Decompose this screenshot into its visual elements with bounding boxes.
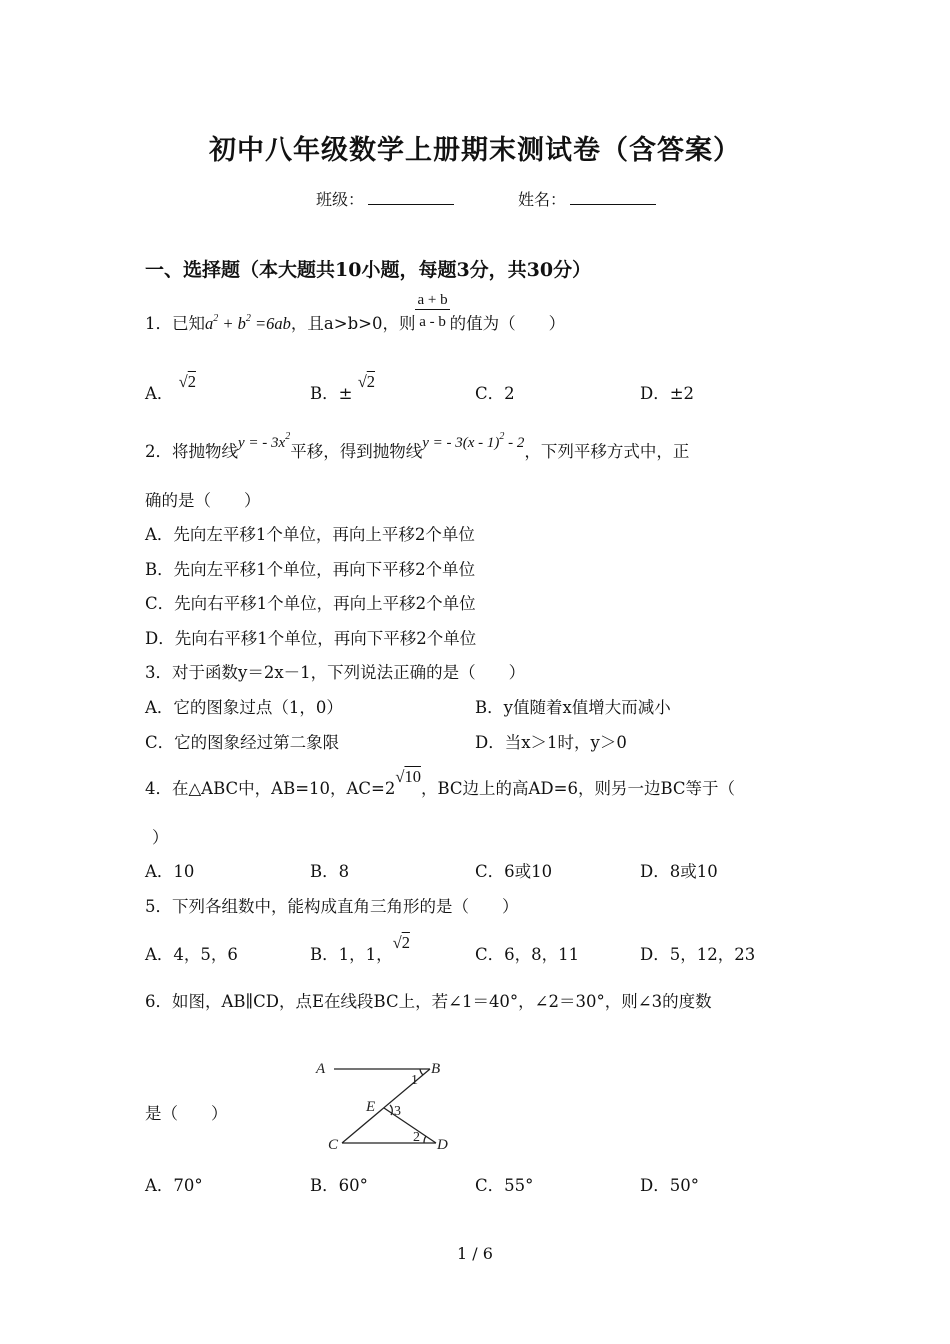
q1-expr: $a^2 + b^2 =6ab$ [205,313,291,333]
sqrt-symbol: √10 [395,767,421,786]
q2-option-b: B．先向左平移1个单位，再向下平移2个单位 [145,560,476,579]
label-d: D [437,1137,448,1153]
angle-1-arc [420,1069,423,1075]
q5-option-d: D．5，12，23 [640,945,756,964]
sqrt-symbol: √2 [357,372,376,391]
q4-option-d: D．8或10 [640,862,718,881]
label-angle-3: 3 [394,1104,401,1119]
q6-option-a: A．70° [145,1176,203,1195]
label-c: C [328,1137,339,1153]
q2-option-c: C．先向右平移1个单位，再向上平移2个单位 [145,594,476,613]
page-title: 初中八年级数学上册期末测试卷（含答案） [209,135,741,166]
q5-option-c: C．6，8，11 [475,945,580,964]
name-blank [570,190,656,205]
angle-2-arc [424,1136,426,1143]
name-field [518,187,656,210]
label-a: A [316,1061,326,1077]
question-5: 5．下列各组数中，能构成直角三角形的是（ ） [145,897,519,916]
section-heading: 一、选择题（本大题共10小题，每题3分，共30分） [145,259,592,281]
q4-line2: ） [152,828,169,847]
q4-option-a: A．10 [145,862,195,881]
q5-option-a: A．4，5，6 [145,945,238,964]
class-label: 班级： [316,190,365,209]
question-1 [145,292,566,343]
label-angle-2: 2 [413,1130,420,1145]
class-blank [368,190,454,205]
angle-3-arc [390,1105,392,1115]
q1-option-c: C．2 [475,384,515,403]
q2-line2: 确的是（ ） [145,491,261,510]
q6-option-b: B．60° [310,1176,368,1195]
q2-option-d: D．先向右平移1个单位，再向下平移2个单位 [145,629,477,648]
q1-fraction: $\frac{a + b}{a - b}$ [417,292,448,330]
q3-option-d: D．当x＞1时，y＞0 [475,733,627,752]
q3-option-a: A．它的图象过点（1，0） [145,698,343,717]
page-number: 1 / 6 [457,1244,493,1263]
question-6: 6．如图，AB∥CD，点E在线段BC上，若∠1＝40°，∠2＝30°，则∠3的度数 [145,992,712,1011]
q2-option-a: A．先向左平移1个单位，再向上平移2个单位 [145,525,475,544]
q1-option-a: A． √2 [145,372,196,403]
q3-option-c: C．它的图象经过第二象限 [145,733,340,752]
q6-option-d: D．50° [640,1176,699,1195]
q5-option-b: B．1，1，√2 [310,933,410,964]
name-label: 姓名： [518,190,567,209]
label-e: E [366,1099,376,1115]
geometry-figure [312,1055,462,1155]
sqrt-symbol: √2 [178,372,196,391]
q1-prefix: 1．已知 [145,314,205,333]
q6-option-c: C．55° [475,1176,534,1195]
class-field [316,187,454,210]
question-3: 3．对于函数y＝2x－1，下列说法正确的是（ ） [145,663,526,682]
q4-option-c: C．6或10 [475,862,553,881]
q1-option-d: D．±2 [640,384,695,403]
q1-option-b: B．± √2 [310,372,376,403]
label-b: B [431,1061,441,1077]
q2-expr2: y = - 3(x - 1)$^2$ - 2 [422,431,525,451]
question-2: 2．将抛物线y = - $3x^2$平移，得到抛物线y = - 3(x - 1)$^2$ - 2，下列平移方式中，正 [145,431,690,461]
sqrt-symbol: √2 [392,933,410,952]
question-4: 4．在△ABC中，AB=10，AC=2√10，BC边上的高AD=6，则另一边BC等于（ [145,767,736,798]
q1-suffix: 的值为（ ） [449,314,566,333]
label-angle-1: 1 [411,1073,418,1088]
q6-line2: 是（ ） [145,1104,228,1123]
q2-expr1: y = - $3x^2$ [238,431,291,451]
q4-option-b: B．8 [310,862,350,881]
q3-option-b: B．y值随着x值增大而减小 [475,698,671,717]
q1-mid: ，且a>b>0，则 [290,314,416,333]
